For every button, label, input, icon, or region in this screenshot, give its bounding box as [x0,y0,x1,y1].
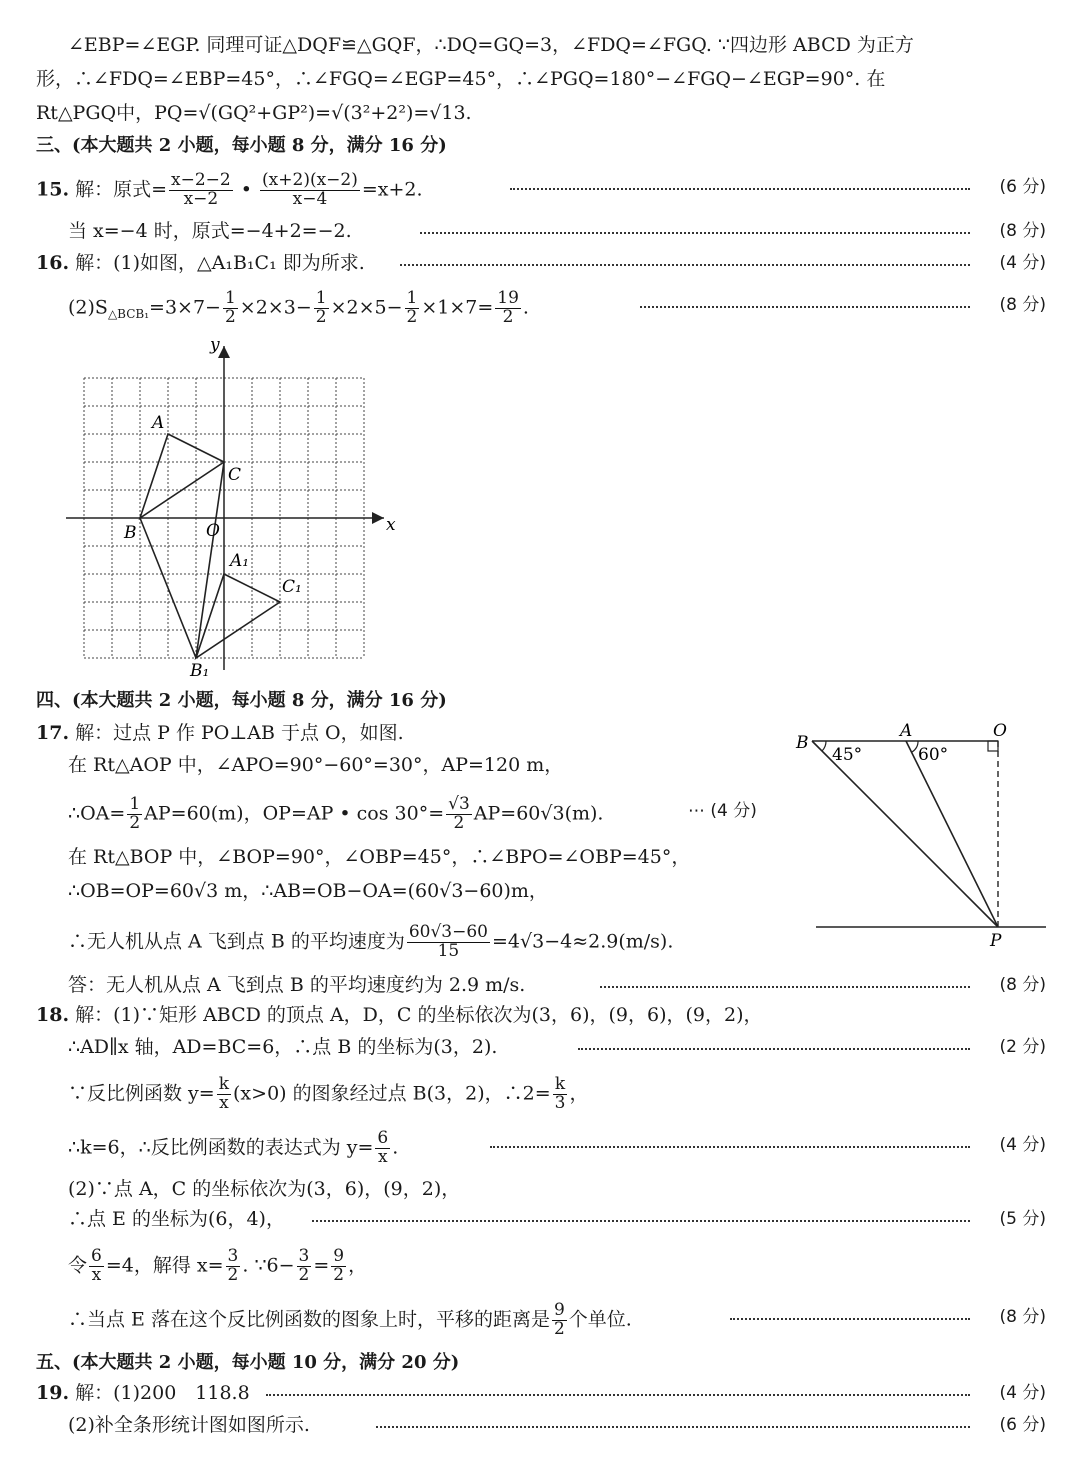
q16-b-mid3: ×2×5− [330,296,403,319]
q18-l7-frac-4 [331,1248,346,1285]
q16-b-mid4: ×1×7= [421,296,494,319]
half-frac [127,796,142,833]
q18-line-2: ∴AD∥x 轴，AD=BC=6，∴点 B 的坐标为(3，2). [68,1036,498,1058]
q15-line-b: 当 x=−4 时，原式=−4+2=−2. [68,220,352,242]
q17-line-4: 在 Rt△BOP 中，∠BOP=90°，∠OBP=45°，∴∠BPO=∠OBP=45°， [68,846,691,868]
half-num: 1 [224,288,236,308]
leader-dots [312,1220,970,1222]
q18-l7-frac-4-den: 2 [333,1264,345,1285]
section-3-title: 三、(本大题共 2 小题，每小题 8 分，满分 16 分) [36,135,447,156]
q18-l4-frac-num: 6 [377,1128,389,1148]
q15-frac-1-den: x−2 [183,188,219,209]
label-a1: A₁ [230,551,250,571]
q18-l2-points: (2 分) [999,1037,1046,1057]
q17-number: 17. [36,722,70,744]
label-y: y [210,335,220,355]
label-a: A [900,721,913,741]
q17-l7-points: (8 分) [999,975,1046,995]
q18-l7-eq: = [313,1254,330,1277]
q18-l7-frac-1 [89,1248,104,1285]
q18-l7-frac-3-num: 3 [298,1246,310,1266]
q18-line-4 [68,1130,398,1167]
angle-arc-45 [822,741,826,751]
q17-l1-text: 解：过点 P 作 PO⊥AB 于点 O，如图. [75,722,404,744]
q17-line-7: 答：无人机从点 A 飞到点 B 的平均速度约为 2.9 m/s. [68,974,526,996]
q18-l4-frac-den: x [378,1146,388,1167]
label-a: A [152,413,165,433]
half-num: 1 [129,794,141,814]
q17-l6-post: =4√3−4≈2.9(m/s). [492,930,674,953]
q17-l6-frac [407,924,490,961]
q18-l7-pre: 令 [68,1254,88,1277]
q17-l3-points: ⋯ (4 分) [688,801,757,821]
half-den: 2 [224,306,236,327]
q17-line-3 [68,796,603,833]
q18-l8-post: 个单位. [568,1308,632,1331]
q17-line-1 [36,718,404,748]
q18-line-5: (2)∵点 A，C 的坐标依次为(3，6)，(9，2)， [68,1178,461,1200]
q18-l7-frac-3 [297,1248,312,1285]
q18-line-7 [68,1248,367,1285]
label-c1: C₁ [282,577,302,597]
q18-number: 18. [36,1004,70,1026]
half-frac [405,290,420,327]
leader-dots [420,232,970,234]
q18-l7-frac-2-den: 2 [227,1264,239,1285]
q18-l3-frac-num: k [218,1074,230,1094]
q15-frac-2-den: x−4 [292,188,328,209]
q18-l4-pre: ∴k=6，∴反比例函数的表达式为 y= [68,1136,374,1159]
q18-l8-frac-num: 9 [553,1300,565,1320]
q15-frac-1 [169,172,233,209]
leader-dots [600,986,970,988]
triangle-a1b1c1 [196,574,280,658]
q17-l3-post: AP=60√3(m). [473,802,604,825]
q15-frac-2 [260,172,360,209]
result-num: 19 [497,288,519,308]
q17-l3-frac-num: √3 [448,794,470,814]
label-p: P [990,931,1002,950]
q16-b-sub: △BCB₁ [107,307,150,322]
q15-a-post: =x+2. [361,178,423,201]
section-5-title: 五、(本大题共 2 小题，每小题 10 分，满分 20 分) [36,1352,460,1373]
q16-a-text: 解：(1)如图，△A₁B₁C₁ 即为所求. [75,252,365,274]
q17-l3-frac-den: 2 [453,812,465,833]
q18-line-6: ∴点 E 的坐标为(6，4)， [68,1208,285,1230]
leader-dots [578,1048,970,1050]
q16-line-a [36,248,365,278]
q18-l7-mid: =4，解得 x= [105,1254,224,1277]
q18-l3-frac-2-den: 3 [554,1092,566,1113]
q16-b-mid1: =3×7− [149,296,221,319]
label-o: O [206,521,220,541]
q17-l3-frac [446,796,472,833]
leader-dots [376,1426,970,1428]
q15-a-pre: 解：原式= [75,178,168,201]
q19-l1-points: (4 分) [999,1383,1046,1403]
segment-c-b1 [196,462,224,658]
line-a-p [906,741,998,927]
result-frac [495,290,521,327]
triangle-abc [140,434,224,518]
label-b: B [124,523,137,543]
q16-line-b [68,290,529,329]
q18-line-3 [68,1076,588,1113]
prev-line-1: ∠EBP=∠EGP. 同理可证△DQF≌△GQF，∴DQ=GQ=3，∠FDQ=∠FGQ. ∵四边形 ABCD 为正方 [68,34,914,56]
half-frac [223,290,238,327]
q17-line-6 [68,924,673,961]
half-den: 2 [406,306,418,327]
leader-dots [510,188,970,190]
q18-l8-frac-den: 2 [553,1318,565,1339]
q19-l2-points: (6 分) [999,1415,1046,1435]
q18-l3-frac [217,1076,231,1113]
label-o: O [993,721,1007,741]
label-c: C [228,465,242,485]
q15-frac-1-num: x−2−2 [171,170,231,190]
q16-b-pre: (2)S [68,296,108,319]
q17-line-2: 在 Rt△AOP 中，∠APO=90°−60°=30°，AP=120 m， [68,754,564,776]
q18-l7-frac-3-den: 2 [298,1264,310,1285]
line-b-p [812,741,998,927]
label-b1: B₁ [190,661,210,681]
q17-l3-pre: ∴OA= [68,802,126,825]
q18-l3-pre: ∵反比例函数 y= [68,1082,215,1105]
q18-l7-frac-2-num: 3 [227,1246,239,1266]
q18-l7-mid2: . ∵6− [242,1254,295,1277]
q19-line-1 [36,1378,250,1408]
half-num: 1 [315,288,327,308]
leader-dots [730,1318,970,1320]
q15-dot: • [234,178,259,201]
q16-b-end: . [522,296,529,319]
q18-l7-frac-4-num: 9 [333,1246,345,1266]
q18-l3-frac-den: x [219,1092,229,1113]
q18-l4-points: (4 分) [999,1135,1046,1155]
q18-l8-pre: ∴当点 E 落在这个反比例函数的图象上时，平移的距离是 [68,1308,550,1331]
q19-l1-text: 解：(1)200 118.8 [75,1382,250,1404]
half-frac [314,290,329,327]
drone-angle-figure [790,720,1055,950]
half-den: 2 [315,306,327,327]
q18-l8-frac [552,1302,567,1339]
leader-dots [640,306,970,308]
q17-l6-frac-den: 15 [437,940,460,961]
q18-line-1 [36,1000,763,1030]
right-angle-mark [988,741,998,751]
label-b: B [796,733,809,753]
section-4-title: 四、(本大题共 2 小题，每小题 8 分，满分 16 分) [36,690,447,711]
leader-dots [266,1394,970,1396]
q18-l7-frac-2 [226,1248,241,1285]
q16-b-points: (8 分) [999,295,1046,315]
q15-line-a [36,172,423,209]
q17-l3-mid: AP=60(m)，OP=AP • cos 30°= [144,802,445,825]
q17-l6-frac-num: 60√3−60 [408,922,488,942]
q17-l6-pre: ∴无人机从点 A 飞到点 B 的平均速度为 [68,930,405,953]
q18-l4-frac [375,1130,390,1167]
label-x: x [386,515,396,535]
q17-line-5: ∴OB=OP=60√3 m，∴AB=OB−OA=(60√3−60)m， [68,880,548,902]
q18-l3-mid: (x>0) 的图象经过点 B(3，2)，∴2= [233,1082,551,1105]
q18-l7-end: ， [348,1254,368,1277]
q15-b-points: (8 分) [999,221,1046,241]
coordinate-grid-figure [60,330,405,685]
q19-number: 19. [36,1382,70,1404]
q18-l3-end: ， [569,1082,589,1105]
q18-l8-points: (8 分) [999,1307,1046,1327]
q18-l7-frac-1-den: x [91,1264,102,1285]
half-num: 1 [406,288,418,308]
q18-l4-end: . [392,1136,399,1159]
leader-dots [490,1146,970,1148]
prev-line-3: Rt△PGQ中，PQ=√(GQ²+GP²)=√(3²+2²)=√13. [36,102,472,124]
q16-b-mid2: ×2×3− [239,296,312,319]
q18-l3-frac-2-num: k [553,1076,568,1095]
leader-dots [400,264,970,266]
q16-number: 16. [36,252,70,274]
q16-a-points: (4 分) [999,253,1046,273]
q18-l3-frac-2 [553,1076,568,1113]
q18-l6-points: (5 分) [999,1209,1046,1229]
q18-l7-frac-1-num: 6 [91,1246,102,1266]
angle-60-label: 60° [918,745,949,765]
angle-45-label: 45° [832,745,863,765]
result-den: 2 [502,306,514,327]
q18-line-8 [68,1302,632,1339]
q15-frac-2-num: (x+2)(x−2) [262,170,358,190]
q18-l1-text: 解：(1)∵矩形 ABCD 的顶点 A，D，C 的坐标依次为(3，6)，(9，6)，(9，2)， [75,1004,763,1026]
q15-a-points: (6 分) [999,177,1046,197]
q19-line-2: (2)补全条形统计图如图所示. [68,1414,310,1436]
half-den: 2 [129,812,141,833]
q15-number: 15. [36,178,70,201]
prev-line-2: 形，∴∠FDQ=∠EBP=45°，∴∠FGQ=∠EGP=45°，∴∠PGQ=180°−∠FGQ−∠EGP=90°. 在 [36,68,886,90]
